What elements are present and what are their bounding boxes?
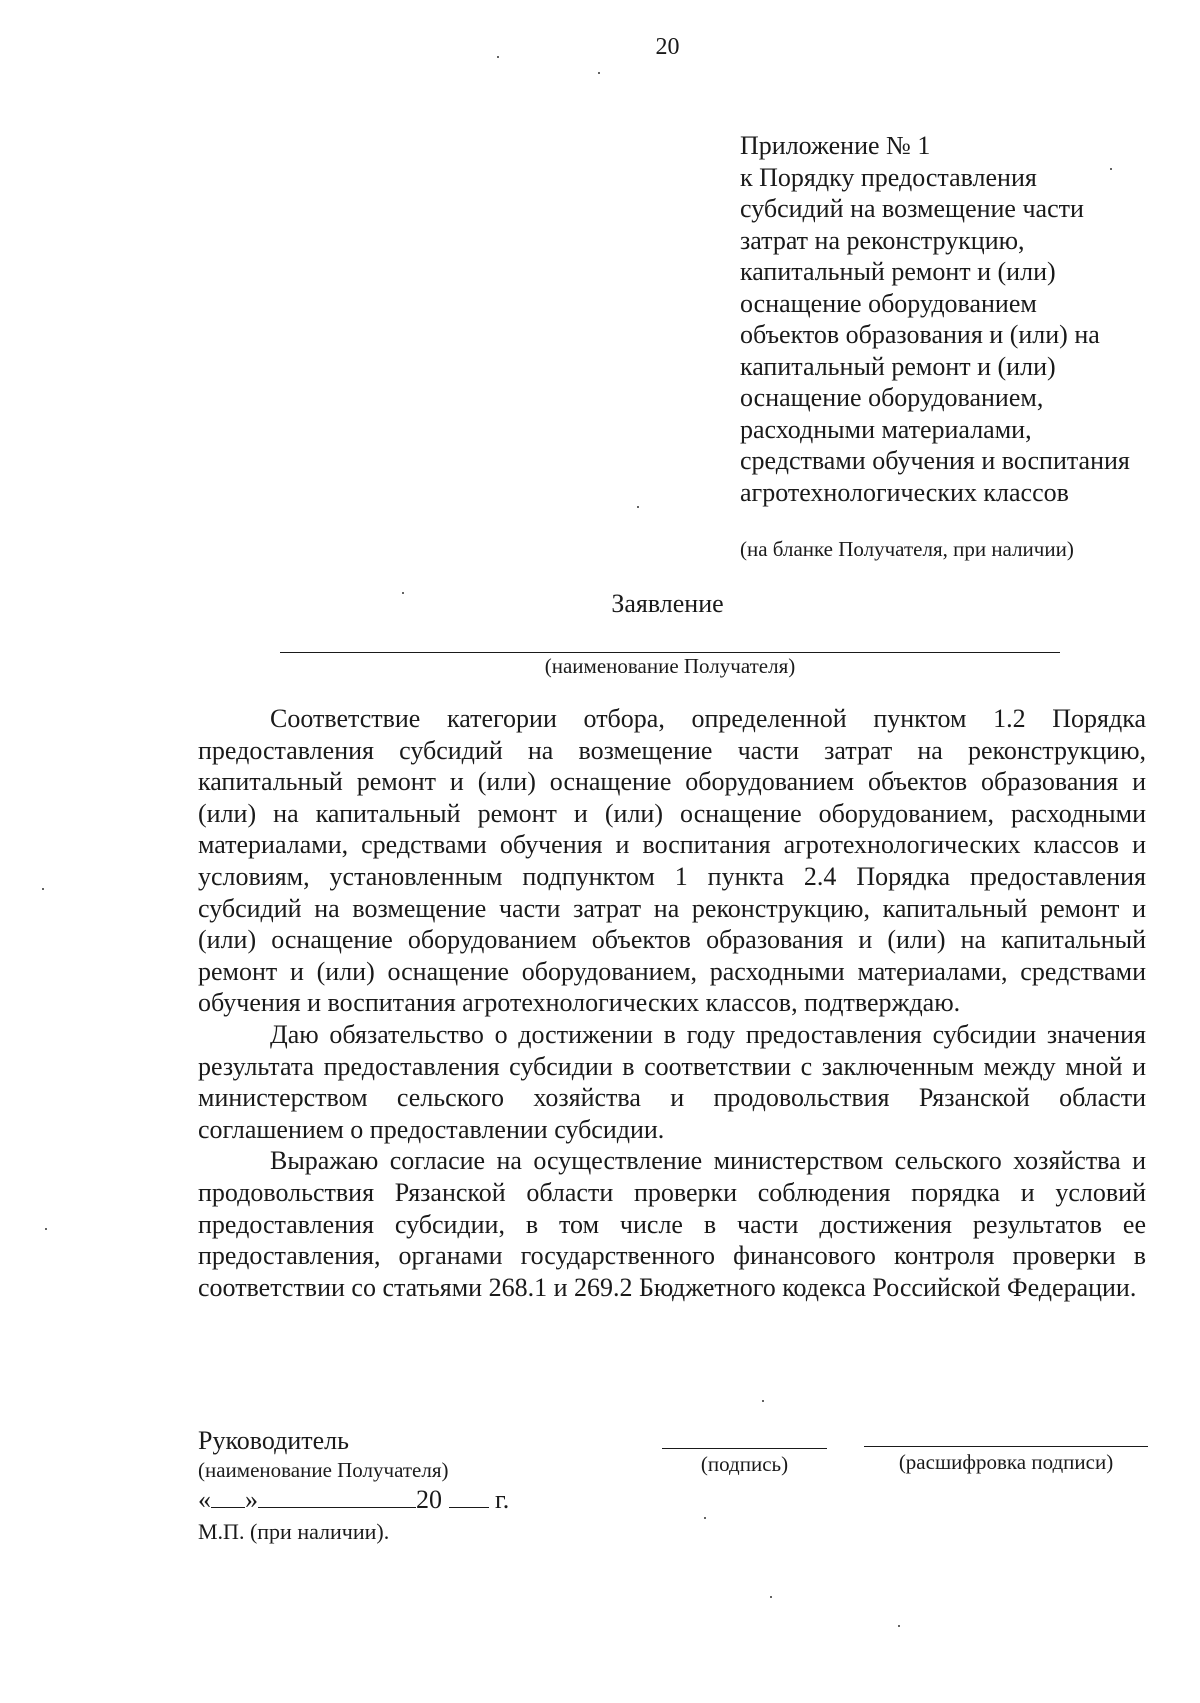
appendix-line: Приложение № 1: [740, 131, 931, 160]
year-blank: [449, 1485, 489, 1508]
head-label: Руководитель: [198, 1426, 349, 1455]
appendix-line: расходными материалами,: [740, 414, 1032, 444]
scan-speck: [762, 1400, 764, 1402]
stamp-note: М.П. (при наличии).: [198, 1519, 390, 1544]
paragraph-consent: Выражаю согласие на осуществление министерством сельского хозяйства и продовольствия Рязанской области проверки соблюдения порядка и условий предоставления субсидии, в том числе в части достижения результатов ее предоставления, органами государственного финансового контроля проверки в соответствии со статьями 268.1 и 269.2 Бюджетного кодекса Российской Федерации.: [198, 1146, 1146, 1302]
paragraph-compliance: Соответствие категории отбора, определенной пунктом 1.2 Порядка предоставления субсидий на возмещение части затрат на реконструкцию, капитальный ремонт и (или) оснащение оборудованием объектов образования и (или) на капитальный ремонт и (или) оснащение оборудованием, расходными материалами, средствами обучения и воспитания агротехнологических классов и условиям, установленным подпунктом 1 пункта 2.4 Порядка предоставления субсидий на возмещение части затрат на реконструкцию, капитальный ремонт и (или) оснащение оборудованием объектов образования и (или) на капитальный ремонт и (или) оснащение оборудованием, расходными материалами, средствами обучения и воспитания агротехнологических классов, подтверждаю.: [198, 704, 1146, 1018]
scan-speck: [42, 888, 44, 890]
signature-decoding-caption: (расшифровка подписи): [898, 1450, 1114, 1474]
appendix-line: затрат на реконструкцию,: [740, 225, 1025, 255]
scan-speck: [704, 1517, 706, 1519]
recipient-name-caption: (наименование Получателя): [544, 654, 796, 678]
document-title: Заявление: [611, 589, 724, 618]
day-blank: [211, 1485, 245, 1508]
appendix-line: оснащение оборудованием,: [740, 383, 1044, 412]
signature-decoding-line: [864, 1446, 1148, 1447]
appendix-line: капитальный ремонт и (или): [740, 257, 1056, 286]
scan-speck: [497, 56, 499, 58]
date-close-quote: »: [245, 1485, 258, 1514]
letterhead-note: (на бланке Получателя, при наличии): [740, 537, 1074, 561]
appendix-line: агротехнологических классов: [740, 477, 1069, 507]
appendix-line: объектов образования и (или) на: [740, 320, 1100, 349]
recipient-name-line: [280, 652, 1060, 653]
scan-speck: [637, 506, 639, 508]
year-prefix: 20: [416, 1485, 442, 1514]
signature-caption: (подпись): [700, 1452, 789, 1476]
appendix-block: [740, 130, 1180, 508]
statement-body: [198, 703, 1146, 1303]
scan-speck: [898, 1625, 900, 1627]
appendix-line: оснащение оборудованием: [740, 288, 1037, 318]
appendix-line: средствами обучения и воспитания: [740, 446, 1130, 475]
head-caption: (наименование Получателя): [198, 1458, 449, 1482]
scan-speck: [770, 1596, 772, 1598]
date-line: [198, 1483, 698, 1517]
page-number: 20: [655, 34, 680, 60]
appendix-line: к Порядку предоставления: [740, 162, 1037, 192]
appendix-line: капитальный ремонт и (или): [740, 351, 1056, 381]
month-blank: [258, 1485, 416, 1508]
scan-speck: [402, 592, 404, 594]
signatory-block: [198, 1425, 698, 1547]
scan-speck: [1110, 168, 1112, 170]
scan-speck: [598, 72, 600, 74]
scan-speck: [45, 1228, 47, 1230]
date-open-quote: «: [198, 1485, 211, 1514]
paragraph-obligation: Даю обязательство о достижении в году предоставления субсидии значения результата предоставления субсидии в соответствии с заключенным между мной и министерством сельского хозяйства и продовольствия Рязанской области соглашением о предоставлении субсидии.: [198, 1019, 1146, 1144]
year-suffix: г.: [495, 1485, 510, 1514]
appendix-line: субсидий на возмещение части: [740, 194, 1084, 223]
signature-line: [662, 1448, 827, 1449]
